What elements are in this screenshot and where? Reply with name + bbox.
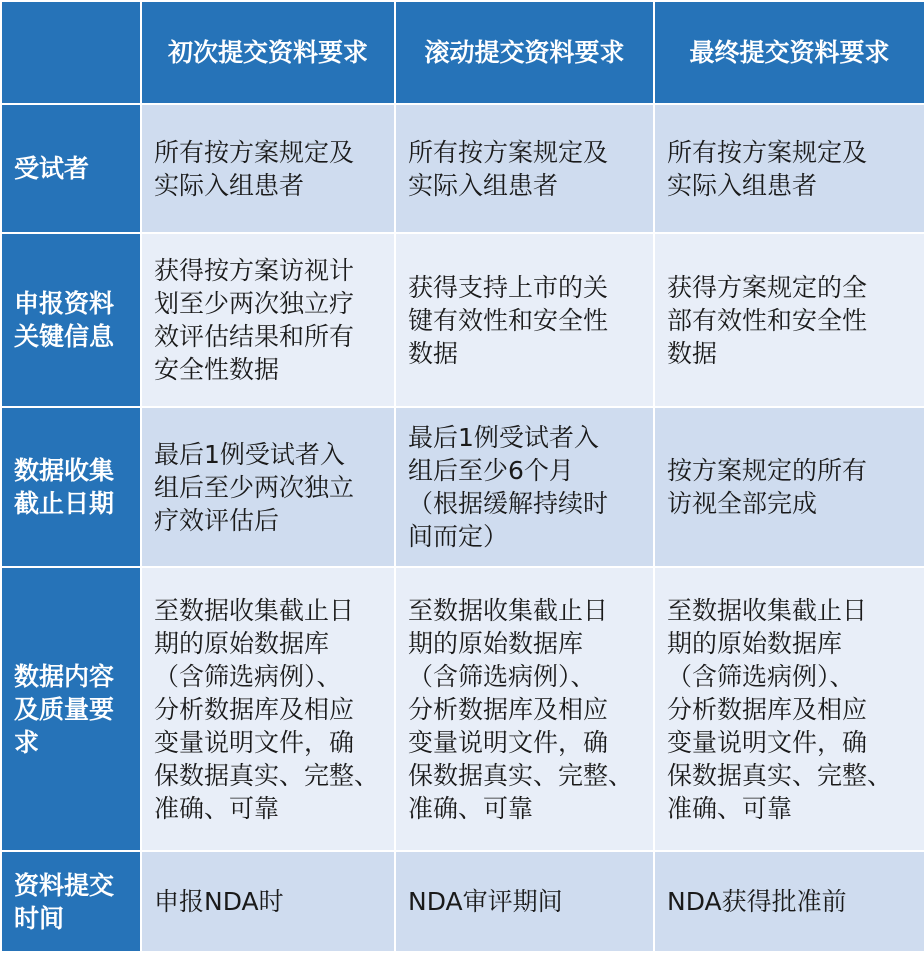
table-cell: 至数据收集截止日 期的原始数据库 （含筛选病例）、 分析数据库及相应 变量说明文件，确 保数据真实、完整、 准确、可靠 (395, 567, 654, 851)
table-cell: NDA审评期间 (395, 851, 654, 952)
corner-cell (1, 1, 141, 104)
table-cell: 申报NDA时 (141, 851, 395, 952)
row-header: 数据收集 截止日期 (1, 407, 141, 567)
table-cell: 获得按方案访视计 划至少两次独立疗 效评估结果和所有 安全性数据 (141, 233, 395, 407)
table-row-submission-time (1, 851, 924, 952)
table-cell: 至数据收集截止日 期的原始数据库 （含筛选病例）、 分析数据库及相应 变量说明文件，确 保数据真实、完整、 准确、可靠 (654, 567, 924, 851)
column-header-initial: 初次提交资料要求 (141, 1, 395, 104)
table-cell: 最后1例受试者入 组后至少6个月 （根据缓解持续时 间而定） (395, 407, 654, 567)
table-row-data-quality (1, 567, 924, 851)
table-row-cutoff-date (1, 407, 924, 567)
column-header-rolling: 滚动提交资料要求 (395, 1, 654, 104)
row-header: 申报资料 关键信息 (1, 233, 141, 407)
table-cell: 所有按方案规定及 实际入组患者 (141, 104, 395, 233)
row-header: 数据内容 及质量要 求 (1, 567, 141, 851)
table-row-subjects (1, 104, 924, 233)
table-cell: NDA获得批准前 (654, 851, 924, 952)
table-cell: 按方案规定的所有 访视全部完成 (654, 407, 924, 567)
table-cell: 所有按方案规定及 实际入组患者 (395, 104, 654, 233)
table-cell: 获得支持上市的关 键有效性和安全性 数据 (395, 233, 654, 407)
header-row (1, 1, 924, 104)
row-header: 资料提交 时间 (1, 851, 141, 952)
table-cell: 最后1例受试者入 组后至少两次独立 疗效评估后 (141, 407, 395, 567)
table-cell: 获得方案规定的全 部有效性和安全性 数据 (654, 233, 924, 407)
row-header: 受试者 (1, 104, 141, 233)
table-row-key-info (1, 233, 924, 407)
table-cell: 至数据收集截止日 期的原始数据库 （含筛选病例）、 分析数据库及相应 变量说明文件，确 保数据真实、完整、 准确、可靠 (141, 567, 395, 851)
table-cell: 所有按方案规定及 实际入组患者 (654, 104, 924, 233)
column-header-final: 最终提交资料要求 (654, 1, 924, 104)
